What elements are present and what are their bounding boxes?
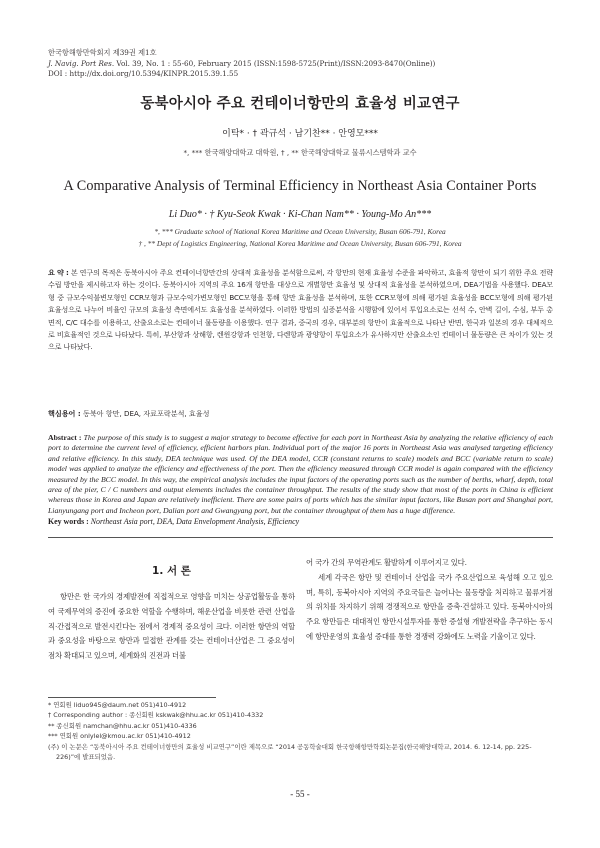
author-list-en: Li Duo* · † Kyu-Seok Kwak · Ki-Chan Nam** · Young-Mo An***	[168, 209, 432, 220]
intro-paragraph-1: 항만은 한 국가의 경제발전에 직접적으로 영향을 미치는 상공업활동을 통하여 국제무역의 증진에 중요한 역할을 수행하며, 해운산업을 비롯한 관련 산업을 직·간접적으로 발전시킨다는 점에서 경제적 중요성이 크다. 이러한 항만의 역할과 중요성을 바탕으로 항만과 밀접한 관계를 갖는 컨테이너산업은 그 중요성이 점차 확대되고 있으며, 세계화의 진전과 더불	[48, 592, 295, 661]
abstract-kr-text: 본 연구의 목적은 동북아시아 주요 컨테이너항만간의 상대적 효율성을 분석함으로써, 각 항만의 현재 효율성 수준을 파악하고, 효율적 항만이 되기 위한 주요 전략수립 방안을 제시하고자 하는 것이다. 동북아시아 지역의 주요 16개 항만을 대상으로 개별항만 효율성 및 상대적 효율성을 분석하였으며, DEA기법을 사용했다. DEA모형 중 규모수익불변모형인 CCR모형과 규모수익가변모형인 BCC모형을 통해 항만 효율성을 분석하며, 또한 CCR모형에 의해 평가된 효율성을 BCC모형에 의해 평가된 효율성으로 나누어 비율인 규모의 효율성 측면에서도 효율성을 분석하였다. 이러한 방법의 실증분석을 시행함에 있어서 투입요소로는 선석 수, 안벽 길이, 수심, 부두 총면적, C/C 대수를 이용하고, 산출요소로는 컨테이너 물동량을 이용했다. 연구 결과, 중국의 경우, 대부분의 항만이 효율적으로 나타난 반면, 한국과 일본의 경우 대체적으로 비효율적인 것으로 나타났다. 특히, 부산항과 상해항, 렌윈강항과 인천항, 다렌항과 광양항이 투입요소가 유사하지만 산출요소인 컨테이너 물동량은 큰 차이가 있는 것으로 나타났다.	[48, 268, 553, 352]
abstract-en	[48, 433, 553, 516]
keywords-en	[48, 517, 553, 526]
author-list-kr: 이탁* · † 곽규석 · 남기찬** · 안영모***	[222, 129, 378, 139]
footnote-divider	[48, 697, 216, 698]
abstract-en-text: The purpose of this study is to suggest a major strategy to become effective for each port in Northeast Asia by analyzing the relative efficiency of each port to determine the current level of efficiency, efficient harbors plan. Individual port of the major 16 ports in Northeast Asia was analysed targeting efficiency and relative efficiency. In this study, DEA technique was used. Of the DEA model, CCR (constant returns to scale) models and BCC (variable return to scale) model was applied to analyze the efficiency and effectiveness of the port. Then the efficiency measured through CCR model is again compared with the efficiency measured by the BCC model. In this way, the empirical analysis includes the input factors of the operating ports such as the number of berths, wharf, depth, total area of the pier, C / C numbers and output elements includes the container throughput. The results of the study show that most of the ports in China is efficient whereas those in Korea and Japan are relatively inefficient. There are some pairs of ports which has the similar input factors, like Busan port and Shanghai port, Lianyungang port and Incheon port, Dalian port and Gwangyang port, but the container throughput of them has a huge difference.	[48, 433, 553, 515]
abstract-kr-label: 요 약 :	[48, 268, 69, 277]
keywords-kr-label: 핵심용어 :	[48, 409, 81, 418]
citation-details: Vol. 39, No. 1 : 55-60, February 2015 (ISSN:1598-5725(Print)/ISSN:2093-8470(Online))	[114, 58, 436, 68]
footnote-corresponding-author: † Corresponding author : 종신회원 kskwak@hhu.ac.kr 051)410-4332	[48, 711, 264, 720]
body-column-right	[306, 556, 553, 645]
journal-abbrev: J. Navig. Port Res.	[48, 58, 115, 68]
keywords-en-text: Northeast Asia port, DEA, Data Envelopment Analysis, Efficiency	[88, 517, 300, 526]
footnote-author-1: * 연회원 liduo945@daum.net 051)410-4912	[48, 701, 187, 709]
doi-line: DOI : http://dx.doi.org/10.5394/KINPR.2015.39.1.55	[48, 69, 239, 79]
keywords-kr	[48, 409, 553, 419]
journal-name-kr: 한국항해항만학회지 제39권 제1호	[48, 48, 157, 57]
keywords-en-label: Key words :	[48, 517, 89, 526]
journal-header	[48, 48, 558, 80]
abstract-kr	[48, 267, 553, 354]
footnote-presentation-note: (주) 이 논문은 “동북아시아 주요 컨테이너항만의 효율성 비교연구”이란 제목으로 “2014 공동학술대회 한국항해항만학회논문집(한국해양대학교, 2014. 6. 12-14, pp. 225-226)”에 발표되었음.	[48, 742, 532, 762]
paper-title-en: A Comparative Analysis of Terminal Efficiency in Northeast Asia Container Ports	[63, 178, 537, 194]
abstract-en-label: Abstract :	[48, 433, 82, 442]
paper-title-kr: 동북아시아 주요 컨테이너항만의 효율성 비교연구	[140, 96, 460, 112]
citation-line	[48, 59, 558, 70]
body-column-left	[48, 563, 295, 664]
intro-paragraph-1-continued: 어 국가 간의 무역관계도 활발하게 이루어지고 있다.	[306, 558, 467, 567]
affiliation-en-line-2: † , ** Dept of Logistics Engineering, National Korea Maritime and Ocean University, Busan 606-791, Korea	[138, 238, 462, 248]
intro-paragraph-2: 세계 각국은 항만 및 컨테이너 산업을 국가 주요산업으로 육성해 오고 있으며, 특히, 동북아시아 지역의 주요국들은 늘어나는 물동량을 처리하고 물류거점의 위치를 차지하기 위해 경쟁적으로 항만을 증축·건설하고 있다. 동북아시아의 주요 항만들은 대대적인 항만시설투자를 통한 증설형 개발전략을 추구하는 동시에 항만운영의 효율성 증대를 통한 경쟁력 강화에도 노력을 기울이고 있다.	[306, 572, 553, 641]
page-number: - 55 -	[290, 789, 310, 799]
section-divider	[48, 537, 553, 538]
affiliation-en	[0, 226, 600, 249]
affiliation-kr: *, *** 한국해양대학교 대학원, † , ** 한국해양대학교 물류시스템학과 교수	[183, 148, 417, 157]
footnote-author-4: *** 연회원 onlylel@kmou.ac.kr 051)410-4912	[48, 732, 191, 741]
footnotes	[48, 700, 553, 762]
keywords-kr-text: 동북아 항만, DEA, 자료포락분석, 효율성	[80, 409, 210, 418]
footnote-author-3: ** 종신회원 namchan@hhu.ac.kr 051)410-4336	[48, 721, 197, 730]
section-heading-introduction: 1. 서 론	[152, 565, 191, 577]
affiliation-en-line-1: *, *** Graduate school of National Korea Maritime and Ocean University, Busan 606-791, Korea	[154, 227, 446, 236]
